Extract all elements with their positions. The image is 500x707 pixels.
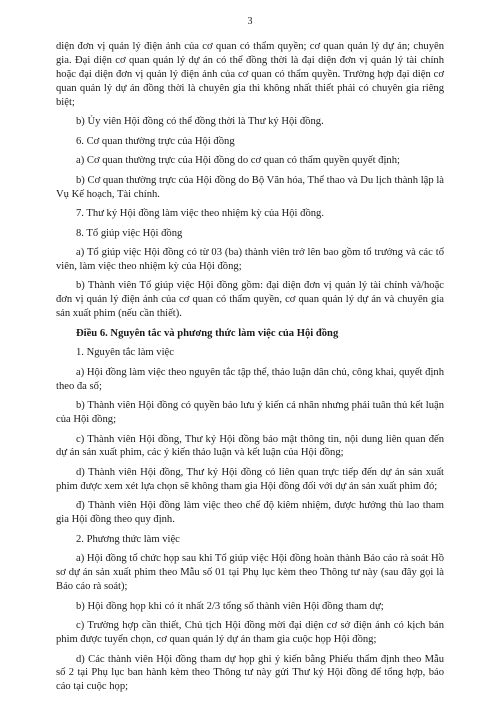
paragraph: a) Tổ giúp việc Hội đồng có từ 03 (ba) thành viên trở lên bao gồm tổ trưởng và các tổ viên, làm việc theo nhiệm kỳ của Hội đồng; <box>56 247 444 272</box>
article-heading: Điều 6. Nguyên tắc và phương thức làm việc của Hội đồng <box>76 327 339 339</box>
paragraph: b) Ủy viên Hội đồng có thể đồng thời là Thư ký Hội đồng. <box>76 116 324 128</box>
paragraph: a) Hội đồng làm việc theo nguyên tắc tập thể, thảo luận dân chủ, công khai, quyết định theo đa số; <box>56 366 444 392</box>
paragraph: 8. Tổ giúp việc Hội đồng <box>76 227 183 239</box>
paragraph: 2. Phương thức làm việc <box>76 533 180 545</box>
paragraph: a) Hội đồng tổ chức họp sau khi Tổ giúp việc Hội đồng hoàn thành Báo cáo rà soát Hồ sơ dự án sản xuất phim theo Mẫu số 01 tại Phụ lục kèm theo Thông tư này (sau đây gọi là Báo cáo rà soát); <box>56 553 444 593</box>
paragraph: c) Trường hợp cần thiết, Chủ tịch Hội đồng mời đại diện cơ sở điện ảnh có kịch bản phim được tuyển chọn, cơ quan quản lý dự án tham gia cuộc họp Hội đồng; <box>56 620 444 645</box>
paragraph: 7. Thư ký Hội đồng làm việc theo nhiệm kỳ của Hội đồng. <box>76 208 324 220</box>
paragraph: a) Cơ quan thường trực của Hội đồng do cơ quan có thẩm quyền quyết định; <box>76 155 400 167</box>
paragraph: diện đơn vị quản lý điện ảnh của cơ quan có thẩm quyền; cơ quan quản lý dự án; chuyên gia. Đại diện cơ quan quản lý dự án có thể đồng thời là đại diện đơn vị quản lý tài chính hoặc đại diện đơn vị quản lý điện ảnh của cơ quan có thẩm quyền. Trường hợp đại diện cơ quan quản lý dự án đồng thời là chuyên gia thì không nhất thiết phải có chuyên gia riêng biệt; <box>56 41 444 108</box>
paragraph: b) Hội đồng họp khi có ít nhất 2/3 tổng số thành viên Hội đồng tham dự; <box>76 600 384 612</box>
paragraph: đ) Thành viên Hội đồng làm việc theo chế độ kiêm nhiệm, được hưởng thù lao tham gia Hội đồng theo quy định. <box>56 500 444 526</box>
paragraph: b) Thành viên Tổ giúp việc Hội đồng gồm: đại diện đơn vị quản lý tài chính và/hoặc đơn vị quản lý điện ảnh của cơ quan có thẩm quyền, cơ quan quản lý dự án và chuyên gia sản xuất phim (nếu cần thiết). <box>56 280 444 320</box>
document-body <box>56 40 444 700</box>
paragraph: b) Thành viên Hội đồng có quyền bảo lưu ý kiến cá nhân nhưng phải tuân thủ kết luận của Hội đồng; <box>56 400 444 426</box>
paragraph: b) Cơ quan thường trực của Hội đồng do Bộ Văn hóa, Thể thao và Du lịch thành lập là Vụ Kế hoạch, Tài chính. <box>56 174 444 200</box>
paragraph: d) Thành viên Hội đồng, Thư ký Hội đồng có liên quan trực tiếp đến dự án sản xuất phim được xem xét lựa chọn sẽ không tham gia Hội đồng đối với dự án sản xuất phim đó; <box>56 466 444 492</box>
page-number: 3 <box>247 16 253 27</box>
paragraph: 6. Cơ quan thường trực của Hội đồng <box>76 135 235 147</box>
paragraph: 1. Nguyên tắc làm việc <box>76 347 174 359</box>
paragraph: d) Các thành viên Hội đồng tham dự họp ghi ý kiến bằng Phiếu thẩm định theo Mẫu số 2 tại Phụ lục ban hành kèm theo Thông tư này gửi Thư ký Hội đồng để tổng hợp, báo cáo tại cuộc họp; <box>56 653 444 693</box>
paragraph: c) Thành viên Hội đồng, Thư ký Hội đồng bảo mật thông tin, nội dung liên quan đến dự án sản xuất phim, các ý kiến thảo luận và kết luận của Hội đồng; <box>56 433 444 459</box>
